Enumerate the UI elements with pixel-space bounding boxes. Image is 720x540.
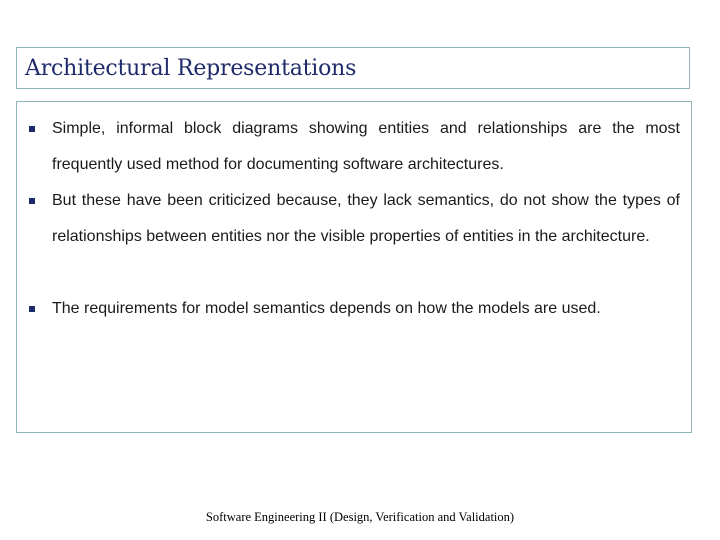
square-bullet-icon bbox=[29, 198, 35, 204]
title-box bbox=[16, 47, 690, 89]
content-box bbox=[16, 101, 692, 433]
square-bullet-icon bbox=[29, 126, 35, 132]
footer-text: Software Engineering II (Design, Verification and Validation) bbox=[205, 510, 515, 524]
slide-title: Architectural Representations bbox=[25, 55, 357, 81]
square-bullet-icon bbox=[29, 306, 35, 312]
bullet-text: The requirements for model semantics depends on how the models are used. bbox=[52, 300, 601, 317]
bullet-text: Simple, informal block diagrams showing entities and relationships are the most frequently used method for documenting software architectures. bbox=[52, 120, 680, 173]
bullet-text: But these have been criticized because, they lack semantics, do not show the types of relationships between entities nor the visible properties of entities in the architecture. bbox=[52, 192, 680, 245]
